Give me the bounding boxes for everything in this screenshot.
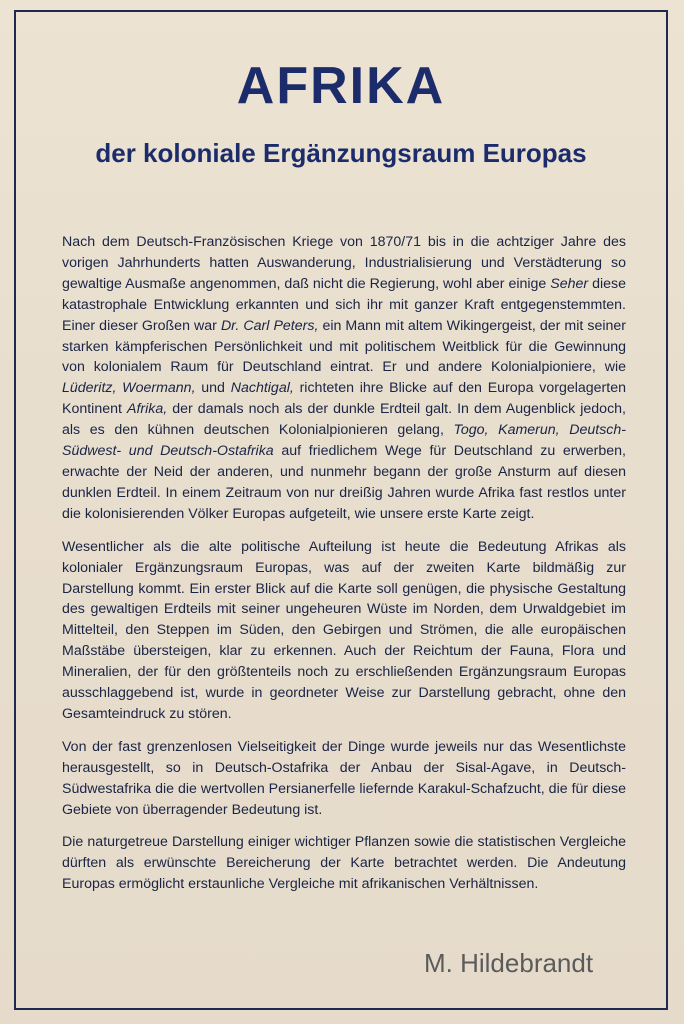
italic-text: Nachtigal, bbox=[230, 380, 294, 397]
italic-text: Togo, Kamerun, Deutsch-Südwest- und Deutsch-Ostafrika bbox=[62, 422, 626, 460]
text-run: Wesentlicher als die alte politische Aufteilung ist heute die Bedeutung Afrikas als kolonialer Ergänzungsraum Europas, was auf der zweiten Karte bildmäßig zur Darstellung kommt. Ein erster Blick auf die Karte soll genügen, die physische Gestaltung des gewaltigen Erdteils mit seiner ungeheuren Wüste im Norden, dem Urwaldgebiet im Mittelteil, den Steppen im Süden, den Gebirgen und Strömen, die alle europäischen Maßstäbe übersteigen, klar zu erkennen. Auch der Reichtum der Fauna, Flora und Mineralien, der für den größtenteils noch zu erschließenden Ergänzungsraum Europas ausschlaggebend ist, wurde in geordneter Weise zur Darstellung gebracht, ohne den Gesamteindruck zu stören. bbox=[62, 538, 626, 722]
watermark-text: M. Hildebrandt bbox=[424, 948, 594, 978]
text-run: auf friedlichem Wege für Deutschland zu erwerben, erwachte der Neid der anderen, und nunmehr begann der große Ansturm auf diesen dunklen Erdteil. In einem Zeitraum von nur dreißig Jahren wurde Afrika fast restlos unter die kolonisierenden Völker Europas aufgeteilt, wie unsere erste Karte zeigt. bbox=[62, 443, 626, 522]
page-subtitle: der koloniale Ergänzungsraum Europas bbox=[95, 138, 587, 168]
text-run: diese katastrophale Entwicklung erkannten und sich ihr mit ganzer Kraft entgegenstemmten. Einer dieser Großen war bbox=[62, 275, 627, 334]
text-run: ein Mann mit altem Wikingergeist, der mit seiner starken kämpferischen Persönlichkeit und mit politischem Weitblick für die Gewinnung von kolonialem Raum für Deutschland eintrat. Er und andere Kolonialpioniere, wie bbox=[62, 317, 626, 376]
italic-text: Afrika, bbox=[127, 401, 168, 418]
italic-text: Seher bbox=[550, 275, 589, 292]
text-run: der damals noch als der dunkle Erdteil galt. In dem Augenblick jedoch, als es den kühnen deutschen Kolonialpionieren gelang, bbox=[62, 401, 626, 439]
text-run: richteten ihre Blicke auf den Europa vorgelagerten Kontinent bbox=[62, 380, 626, 418]
body-text bbox=[62, 232, 626, 907]
paragraph-3 bbox=[62, 737, 626, 821]
text-run: Von der fast grenzenlosen Vielseitigkeit der Dinge wurde jeweils nur das Wesentlichste herausgestellt, so in Deutsch-Ostafrika der Anbau der Sisal-Agave, in Deutsch-Südwestafrika die die wertvollen Persianerfelle liefernde Karakul-Schafzucht, die für diese Gebiete von überragender Bedeutung ist. bbox=[62, 738, 626, 818]
italic-text: Dr. Carl Peters, bbox=[220, 317, 319, 334]
text-run: Die naturgetreue Darstellung einiger wichtiger Pflanzen sowie die statistischen Vergleiche dürften als erwünschte Bereicherung der Karte betrachtet werden. Die Andeutung Europas ermöglicht erstaunliche Vergleiche mit afrikanischen Verhältnissen. bbox=[62, 834, 626, 893]
paragraph-1 bbox=[62, 232, 626, 525]
paragraph-4 bbox=[62, 832, 626, 895]
italic-text: Lüderitz, Woermann, bbox=[62, 380, 196, 397]
text-run: und bbox=[195, 380, 231, 397]
text-run: Nach dem Deutsch-Französischen Kriege von 1870/71 bis in die achtziger Jahre des vorigen Jahrhunderts hatten Auswanderung, Industrialisierung und Verstädterung so gewaltige Ausmaße angenommen, daß nicht die Regierung, wohl aber einige bbox=[62, 234, 626, 292]
paragraph-2 bbox=[62, 537, 626, 725]
page-title: AFRIKA bbox=[236, 57, 446, 115]
